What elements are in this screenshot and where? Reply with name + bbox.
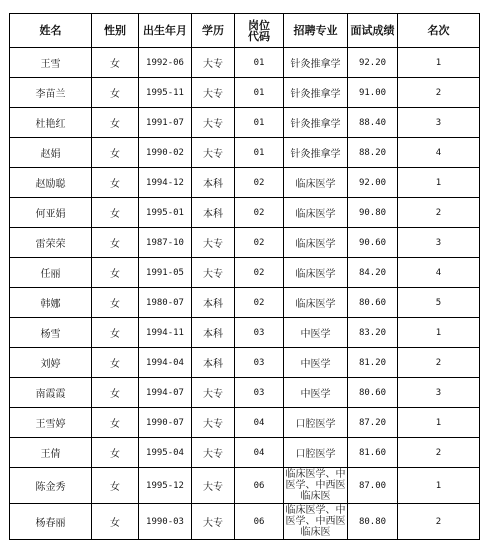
cell-birth: 1990-07 bbox=[139, 408, 192, 438]
cell-name: 任丽 bbox=[10, 258, 92, 288]
cell-score: 81.60 bbox=[348, 438, 398, 468]
table-row bbox=[10, 138, 480, 168]
cell-major: 临床医学 bbox=[284, 288, 348, 318]
cell-post-code: 02 bbox=[235, 258, 284, 288]
cell-name: 杨雪 bbox=[10, 318, 92, 348]
cell-major: 临床医学、中医学、中西医临床医 bbox=[285, 505, 346, 538]
cell-post-code: 04 bbox=[235, 438, 284, 468]
cell-gender: 女 bbox=[92, 138, 139, 168]
cell-major: 中医学 bbox=[284, 378, 348, 408]
cell-score: 84.20 bbox=[348, 258, 398, 288]
cell-education: 本科 bbox=[192, 288, 235, 318]
cell-education: 大专 bbox=[192, 78, 235, 108]
cell-post-code: 01 bbox=[235, 48, 284, 78]
cell-education: 大专 bbox=[192, 228, 235, 258]
cell-birth: 1995-12 bbox=[139, 468, 192, 504]
table-row bbox=[10, 438, 480, 468]
cell-name: 赵娟 bbox=[10, 138, 92, 168]
cell-education: 大专 bbox=[192, 408, 235, 438]
cell-birth: 1994-04 bbox=[139, 348, 192, 378]
cell-major: 中医学 bbox=[284, 348, 348, 378]
cell-gender: 女 bbox=[92, 318, 139, 348]
cell-post-code: 01 bbox=[235, 138, 284, 168]
cell-birth: 1980-07 bbox=[139, 288, 192, 318]
header-rank: 名次 bbox=[398, 14, 480, 48]
cell-score: 83.20 bbox=[348, 318, 398, 348]
cell-major: 口腔医学 bbox=[284, 438, 348, 468]
table-row bbox=[10, 168, 480, 198]
cell-score: 90.80 bbox=[348, 198, 398, 228]
cell-score: 87.20 bbox=[348, 408, 398, 438]
cell-gender: 女 bbox=[92, 408, 139, 438]
cell-score: 80.60 bbox=[348, 378, 398, 408]
cell-post-code: 04 bbox=[235, 408, 284, 438]
header-score: 面试成绩 bbox=[348, 14, 398, 48]
cell-gender: 女 bbox=[92, 198, 139, 228]
cell-name: 王雪婷 bbox=[10, 408, 92, 438]
cell-major: 针灸推拿学 bbox=[284, 138, 348, 168]
table-row bbox=[10, 408, 480, 438]
cell-gender: 女 bbox=[92, 258, 139, 288]
header-name: 姓名 bbox=[10, 14, 92, 48]
cell-post-code: 02 bbox=[235, 228, 284, 258]
cell-post-code: 06 bbox=[235, 504, 284, 540]
cell-birth: 1994-11 bbox=[139, 318, 192, 348]
cell-post-code: 01 bbox=[235, 108, 284, 138]
cell-birth: 1992-06 bbox=[139, 48, 192, 78]
cell-score: 81.20 bbox=[348, 348, 398, 378]
cell-name: 杨春丽 bbox=[10, 504, 92, 540]
cell-major: 针灸推拿学 bbox=[284, 78, 348, 108]
cell-rank: 1 bbox=[398, 318, 480, 348]
cell-rank: 3 bbox=[398, 228, 480, 258]
cell-rank: 1 bbox=[398, 168, 480, 198]
cell-gender: 女 bbox=[92, 348, 139, 378]
table-row bbox=[10, 48, 480, 78]
cell-education: 本科 bbox=[192, 318, 235, 348]
cell-education: 大专 bbox=[192, 48, 235, 78]
cell-gender: 女 bbox=[92, 168, 139, 198]
cell-rank: 5 bbox=[398, 288, 480, 318]
cell-post-code: 03 bbox=[235, 348, 284, 378]
cell-name: 南霞霞 bbox=[10, 378, 92, 408]
cell-birth: 1994-12 bbox=[139, 168, 192, 198]
cell-education: 本科 bbox=[192, 348, 235, 378]
cell-birth: 1995-11 bbox=[139, 78, 192, 108]
table-row bbox=[10, 318, 480, 348]
cell-name: 赵励聪 bbox=[10, 168, 92, 198]
cell-major: 针灸推拿学 bbox=[284, 48, 348, 78]
cell-birth: 1991-05 bbox=[139, 258, 192, 288]
cell-rank: 1 bbox=[398, 408, 480, 438]
cell-score: 90.60 bbox=[348, 228, 398, 258]
cell-major: 临床医学 bbox=[284, 198, 348, 228]
cell-rank: 3 bbox=[398, 378, 480, 408]
cell-score: 88.20 bbox=[348, 138, 398, 168]
header-post-code: 岗位 代码 bbox=[235, 14, 284, 48]
cell-education: 大专 bbox=[192, 258, 235, 288]
table-row bbox=[10, 378, 480, 408]
cell-name: 陈金秀 bbox=[10, 468, 92, 504]
cell-major: 针灸推拿学 bbox=[284, 108, 348, 138]
table-row bbox=[10, 468, 480, 504]
cell-gender: 女 bbox=[92, 504, 139, 540]
cell-post-code: 06 bbox=[235, 468, 284, 504]
cell-education: 大专 bbox=[192, 504, 235, 540]
results-table bbox=[9, 13, 480, 540]
cell-name: 何亚娟 bbox=[10, 198, 92, 228]
cell-rank: 2 bbox=[398, 78, 480, 108]
cell-name: 李苗兰 bbox=[10, 78, 92, 108]
cell-name: 雷荣荣 bbox=[10, 228, 92, 258]
cell-gender: 女 bbox=[92, 438, 139, 468]
cell-education: 大专 bbox=[192, 108, 235, 138]
table-row bbox=[10, 228, 480, 258]
cell-post-code: 03 bbox=[235, 378, 284, 408]
header-row bbox=[10, 14, 480, 48]
cell-education: 大专 bbox=[192, 378, 235, 408]
cell-education: 大专 bbox=[192, 438, 235, 468]
cell-major: 临床医学 bbox=[284, 168, 348, 198]
cell-birth: 1990-03 bbox=[139, 504, 192, 540]
cell-gender: 女 bbox=[92, 288, 139, 318]
header-major: 招聘专业 bbox=[284, 14, 348, 48]
cell-rank: 4 bbox=[398, 258, 480, 288]
cell-post-code: 02 bbox=[235, 288, 284, 318]
table-row bbox=[10, 288, 480, 318]
cell-name: 杜艳红 bbox=[10, 108, 92, 138]
cell-score: 87.00 bbox=[348, 468, 398, 504]
cell-rank: 2 bbox=[398, 504, 480, 540]
cell-post-code: 02 bbox=[235, 198, 284, 228]
cell-post-code: 02 bbox=[235, 168, 284, 198]
cell-rank: 2 bbox=[398, 348, 480, 378]
cell-rank: 4 bbox=[398, 138, 480, 168]
cell-major: 临床医学 bbox=[284, 258, 348, 288]
cell-name: 王雪 bbox=[10, 48, 92, 78]
cell-gender: 女 bbox=[92, 108, 139, 138]
cell-gender: 女 bbox=[92, 468, 139, 504]
cell-name: 韩娜 bbox=[10, 288, 92, 318]
cell-score: 92.20 bbox=[348, 48, 398, 78]
cell-birth: 1990-02 bbox=[139, 138, 192, 168]
cell-rank: 1 bbox=[398, 468, 480, 504]
header-gender: 性别 bbox=[92, 14, 139, 48]
cell-name: 王倩 bbox=[10, 438, 92, 468]
cell-major: 临床医学 bbox=[284, 228, 348, 258]
cell-rank: 3 bbox=[398, 108, 480, 138]
cell-major: 口腔医学 bbox=[284, 408, 348, 438]
table-row bbox=[10, 108, 480, 138]
cell-education: 大专 bbox=[192, 138, 235, 168]
cell-major: 中医学 bbox=[284, 318, 348, 348]
cell-name: 刘婷 bbox=[10, 348, 92, 378]
cell-gender: 女 bbox=[92, 78, 139, 108]
cell-score: 91.00 bbox=[348, 78, 398, 108]
cell-birth: 1987-10 bbox=[139, 228, 192, 258]
cell-birth: 1994-07 bbox=[139, 378, 192, 408]
header-birth: 出生年月 bbox=[139, 14, 192, 48]
table-row bbox=[10, 504, 480, 540]
cell-rank: 2 bbox=[398, 438, 480, 468]
cell-major: 临床医学、中医学、中西医临床医 bbox=[285, 469, 346, 502]
cell-education: 本科 bbox=[192, 198, 235, 228]
cell-education: 大专 bbox=[192, 468, 235, 504]
cell-post-code: 01 bbox=[235, 78, 284, 108]
cell-score: 80.80 bbox=[348, 504, 398, 540]
cell-education: 本科 bbox=[192, 168, 235, 198]
cell-score: 80.60 bbox=[348, 288, 398, 318]
cell-gender: 女 bbox=[92, 378, 139, 408]
cell-gender: 女 bbox=[92, 228, 139, 258]
table-row bbox=[10, 258, 480, 288]
cell-score: 92.00 bbox=[348, 168, 398, 198]
header-education: 学历 bbox=[192, 14, 235, 48]
cell-gender: 女 bbox=[92, 48, 139, 78]
cell-birth: 1995-04 bbox=[139, 438, 192, 468]
cell-score: 88.40 bbox=[348, 108, 398, 138]
table-row bbox=[10, 348, 480, 378]
cell-rank: 1 bbox=[398, 48, 480, 78]
table-row bbox=[10, 78, 480, 108]
cell-rank: 2 bbox=[398, 198, 480, 228]
cell-birth: 1995-01 bbox=[139, 198, 192, 228]
cell-birth: 1991-07 bbox=[139, 108, 192, 138]
table-row bbox=[10, 198, 480, 228]
cell-post-code: 03 bbox=[235, 318, 284, 348]
